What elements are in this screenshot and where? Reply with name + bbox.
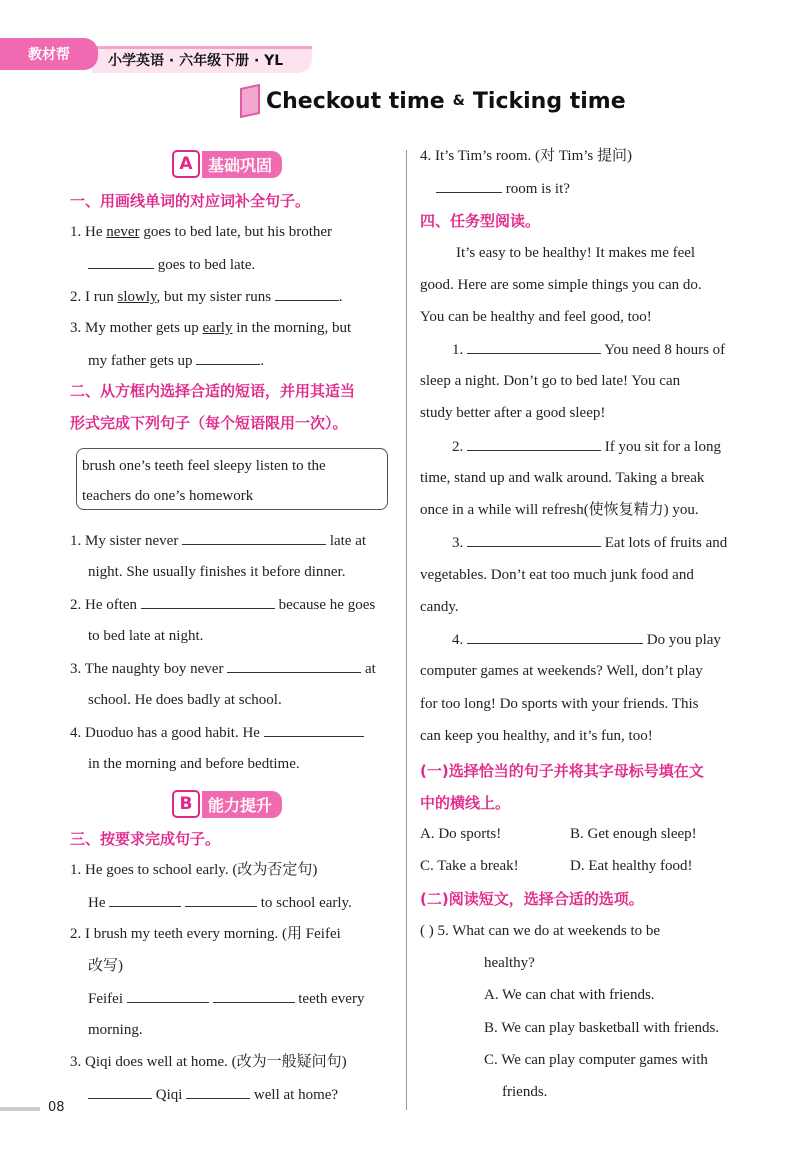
title-second: Ticking time	[472, 88, 626, 114]
sub2-heading: (二)阅读短文，选择合适的选项。	[420, 890, 644, 908]
sub1-heading-2: 中的横线上。	[420, 794, 511, 812]
passage-line12: candy.	[420, 599, 459, 615]
page-number-bar	[0, 1107, 40, 1111]
phrase-box-line1: brush one’s teeth feel sleepy listen to the	[82, 458, 326, 474]
sec3-q4-answer: room is it?	[436, 178, 570, 199]
title-main: Checkout time	[266, 88, 445, 114]
passage-blank4: 4. Do you play	[452, 629, 721, 650]
passage-line16: can keep you healthy, and it’s fun, too!	[420, 728, 653, 744]
q5-question-cont: healthy?	[484, 955, 535, 971]
passage-line8: time, stand up and walk around. Taking a break	[420, 470, 705, 486]
passage-line5: sleep a night. Don’t go to bed late! You can	[420, 373, 681, 389]
book-icon	[240, 84, 260, 118]
sec2-q2-cont: to bed late at night.	[88, 628, 204, 644]
q5-option-a: A. We can chat with friends.	[484, 987, 655, 1003]
passage-line9: once in a while will refresh(使恢复精力) you.	[420, 502, 699, 518]
sec1-heading: 一、用画线单词的对应词补全句子。	[70, 192, 311, 210]
passage-line1: It’s easy to be healthy! It makes me feel	[456, 245, 696, 261]
sec2-q3-cont: school. He does badly at school.	[88, 692, 282, 708]
sec3-q2-cont: 改写)	[88, 958, 123, 974]
sec3-q2-cont2: morning.	[88, 1022, 143, 1038]
passage-line6: study better after a good sleep!	[420, 405, 606, 421]
sec1-q2: 2. I run slowly, but my sister runs .	[70, 286, 343, 307]
sec3-q1: 1. He goes to school early. (改为否定句)	[70, 862, 318, 878]
sec1-q1-cont: goes to bed late.	[88, 254, 255, 275]
q5-option-c-cont: friends.	[502, 1084, 548, 1100]
sec3-heading: 三、按要求完成句子。	[70, 830, 221, 848]
sub1-heading-1: (一)选择恰当的句子并将其字母标号填在文	[420, 762, 704, 780]
badge-b-letter: B	[172, 790, 200, 818]
header-tag: 教材帮	[0, 38, 98, 70]
sec2-q1-cont: night. She usually finishes it before dinner.	[88, 564, 346, 580]
sec2-q1: 1. My sister never late at	[70, 530, 366, 551]
passage-blank3: 3. Eat lots of fruits and	[452, 532, 727, 553]
sec2-q4-cont: in the morning and before bedtime.	[88, 756, 300, 772]
badge-b-label: 能力提升	[202, 791, 282, 818]
sec3-q3: 3. Qiqi does well at home. (改为一般疑问句)	[70, 1054, 347, 1070]
badge-b	[172, 790, 282, 818]
sec2-q4: 4. Duoduo has a good habit. He	[70, 722, 364, 743]
option-a: A. Do sports!	[420, 826, 502, 842]
passage-line14: computer games at weekends? Well, don’t play	[420, 663, 703, 679]
sec2-q2: 2. He often because he goes	[70, 594, 375, 615]
sec1-q3: 3. My mother gets up early in the morning, but	[70, 320, 352, 336]
passage-blank2: 2. If you sit for a long	[452, 436, 721, 457]
sec2-heading-2: 形式完成下列句子（每个短语限用一次）。	[70, 414, 348, 432]
sec3-q3-answer: Qiqi well at home?	[88, 1084, 338, 1105]
option-d: D. Eat healthy food!	[570, 858, 693, 874]
q5-option-c: C. We can play computer games with	[484, 1052, 708, 1068]
sec2-heading-1: 二、从方框内选择合适的短语，并用其适当	[70, 382, 356, 400]
title-amp: &	[452, 93, 465, 109]
sec3-q2-answer: Feifei teeth every	[88, 988, 364, 1009]
badge-a	[172, 150, 282, 178]
header-subject: 小学英语 · 六年级下册 · YL	[108, 53, 284, 69]
column-divider	[406, 150, 407, 1110]
badge-a-label: 基础巩固	[202, 151, 282, 178]
q5-option-b: B. We can play basketball with friends.	[484, 1020, 720, 1036]
page-number: 08	[48, 1100, 65, 1115]
option-c: C. Take a break!	[420, 858, 519, 874]
sec1-q3-cont: my father gets up .	[88, 350, 264, 371]
badge-a-letter: A	[172, 150, 200, 178]
sec3-q1-answer: He to school early.	[88, 892, 352, 913]
option-b: B. Get enough sleep!	[570, 826, 697, 842]
page-title	[240, 86, 626, 116]
passage-line15: for too long! Do sports with your friends. This	[420, 696, 699, 712]
phrase-box-line2: teachers do one’s homework	[82, 488, 254, 504]
sec3-q4: 4. It’s Tim’s room. (对 Tim’s 提问)	[420, 148, 632, 164]
sec2-q3: 3. The naughty boy never at	[70, 658, 376, 679]
passage-line3: You can be healthy and feel good, too!	[420, 309, 652, 325]
passage-line2: good. Here are some simple things you can do.	[420, 277, 702, 293]
sec1-q1: 1. He never goes to bed late, but his brother	[70, 224, 333, 240]
q5-question: ( ) 5. What can we do at weekends to be	[420, 923, 661, 939]
sec3-q2: 2. I brush my teeth every morning. (用 Feifei	[70, 926, 341, 942]
sec4-heading: 四、任务型阅读。	[420, 212, 541, 230]
passage-blank1: 1. You need 8 hours of	[452, 339, 725, 360]
passage-line11: vegetables. Don’t eat too much junk food and	[420, 567, 694, 583]
